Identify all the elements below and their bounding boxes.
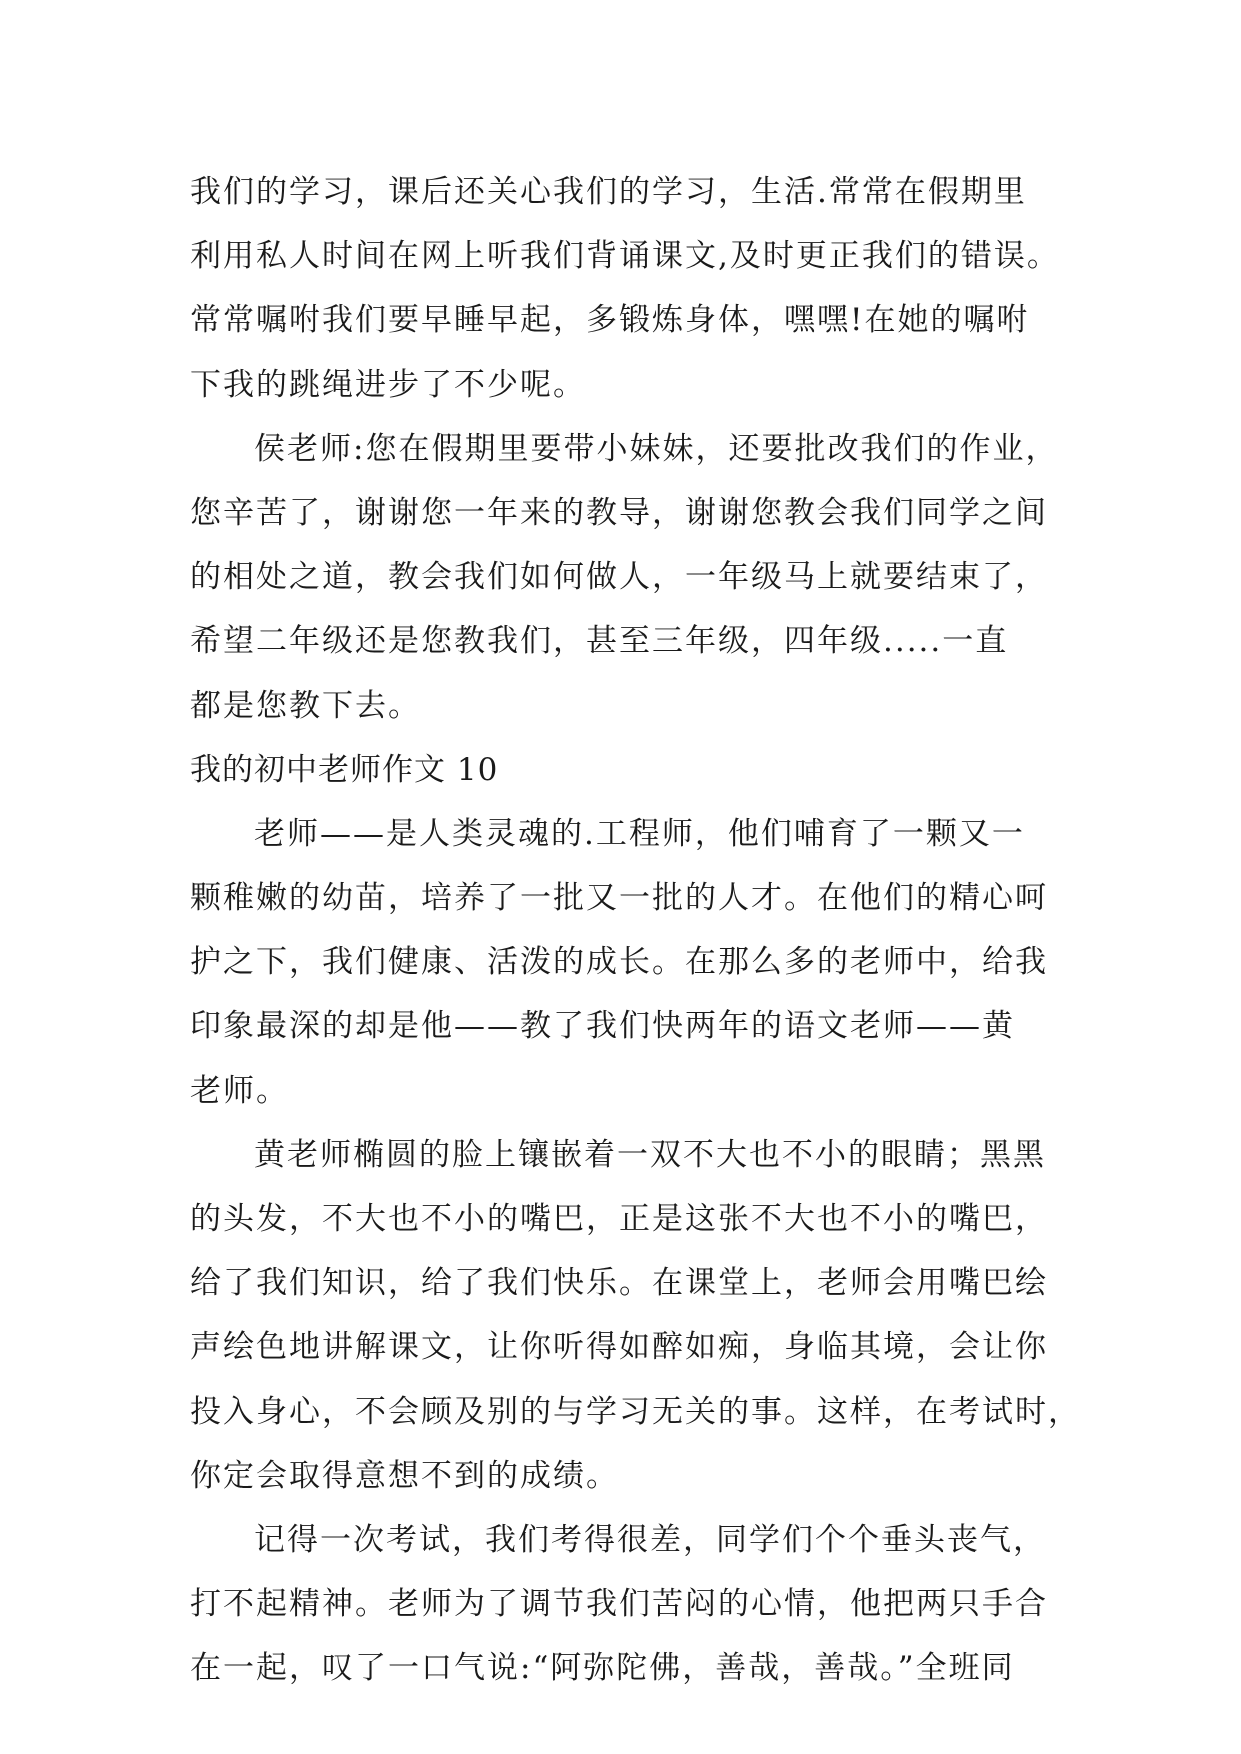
- text-line: 您辛苦了，谢谢您一年来的教导，谢谢您教会我们同学之间: [190, 494, 1048, 531]
- text-line: 常常嘱咐我们要早睡早起，多锻炼身体，嘿嘿!在她的嘱咐: [190, 302, 1030, 339]
- paragraph-start-line: 记得一次考试，我们考得很差，同学们个个垂头丧气，: [254, 1521, 1046, 1558]
- text-line: 你定会取得意想不到的成绩。: [190, 1457, 619, 1494]
- text-line: 下我的跳绳进步了不少呢。: [190, 366, 586, 403]
- paragraph-start-line: 老师——是人类灵魂的.工程师，他们哺育了一颗又一: [254, 815, 1025, 852]
- document-body: [190, 160, 1090, 1701]
- paragraph-start-line: 黄老师椭圆的脸上镶嵌着一双不大也不小的眼睛；黑黑: [254, 1136, 1046, 1173]
- text-line: 护之下，我们健康、活泼的成长。在那么多的老师中，给我: [190, 944, 1048, 981]
- text-line: 印象最深的却是他——教了我们快两年的语文老师——黄: [190, 1008, 1015, 1045]
- text-line: 老师。: [190, 1072, 289, 1109]
- paragraph-start-line: 侯老师:您在假期里要带小妹妹，还要批改我们的作业，: [254, 430, 1059, 467]
- text-line: 我们的学习，课后还关心我们的学习，生活.常常在假期里: [190, 174, 1027, 210]
- text-line: 打不起精神。老师为了调节我们苦闷的心情，他把两只手合: [190, 1586, 1048, 1623]
- text-line: 的相处之道，教会我们如何做人，一年级马上就要结束了，: [190, 559, 1048, 596]
- section-heading: 我的初中老师作文 10: [190, 751, 499, 788]
- text-line: 声绘色地讲解课文，让你听得如醉如痴，身临其境，会让你: [190, 1329, 1048, 1366]
- text-line: 颗稚嫩的幼苗，培养了一批又一批的人才。在他们的精心呵: [190, 880, 1048, 917]
- text-line: 给了我们知识，给了我们快乐。在课堂上，老师会用嘴巴绘: [190, 1265, 1048, 1302]
- text-line: 希望二年级还是您教我们，甚至三年级，四年级.....一直: [190, 623, 1009, 660]
- text-line: 都是您教下去。: [190, 687, 421, 724]
- text-line: 利用私人时间在网上听我们背诵课文,及时更正我们的错误。: [190, 238, 1060, 275]
- text-line: 投入身心，不会顾及别的与学习无关的事。这样，在考试时，: [190, 1393, 1081, 1430]
- text-line: 的头发，不大也不小的嘴巴，正是这张不大也不小的嘴巴，: [190, 1201, 1048, 1237]
- text-line: 在一起，叹了一口气说:“阿弥陀佛，善哉，善哉。”全班同: [190, 1650, 1015, 1687]
